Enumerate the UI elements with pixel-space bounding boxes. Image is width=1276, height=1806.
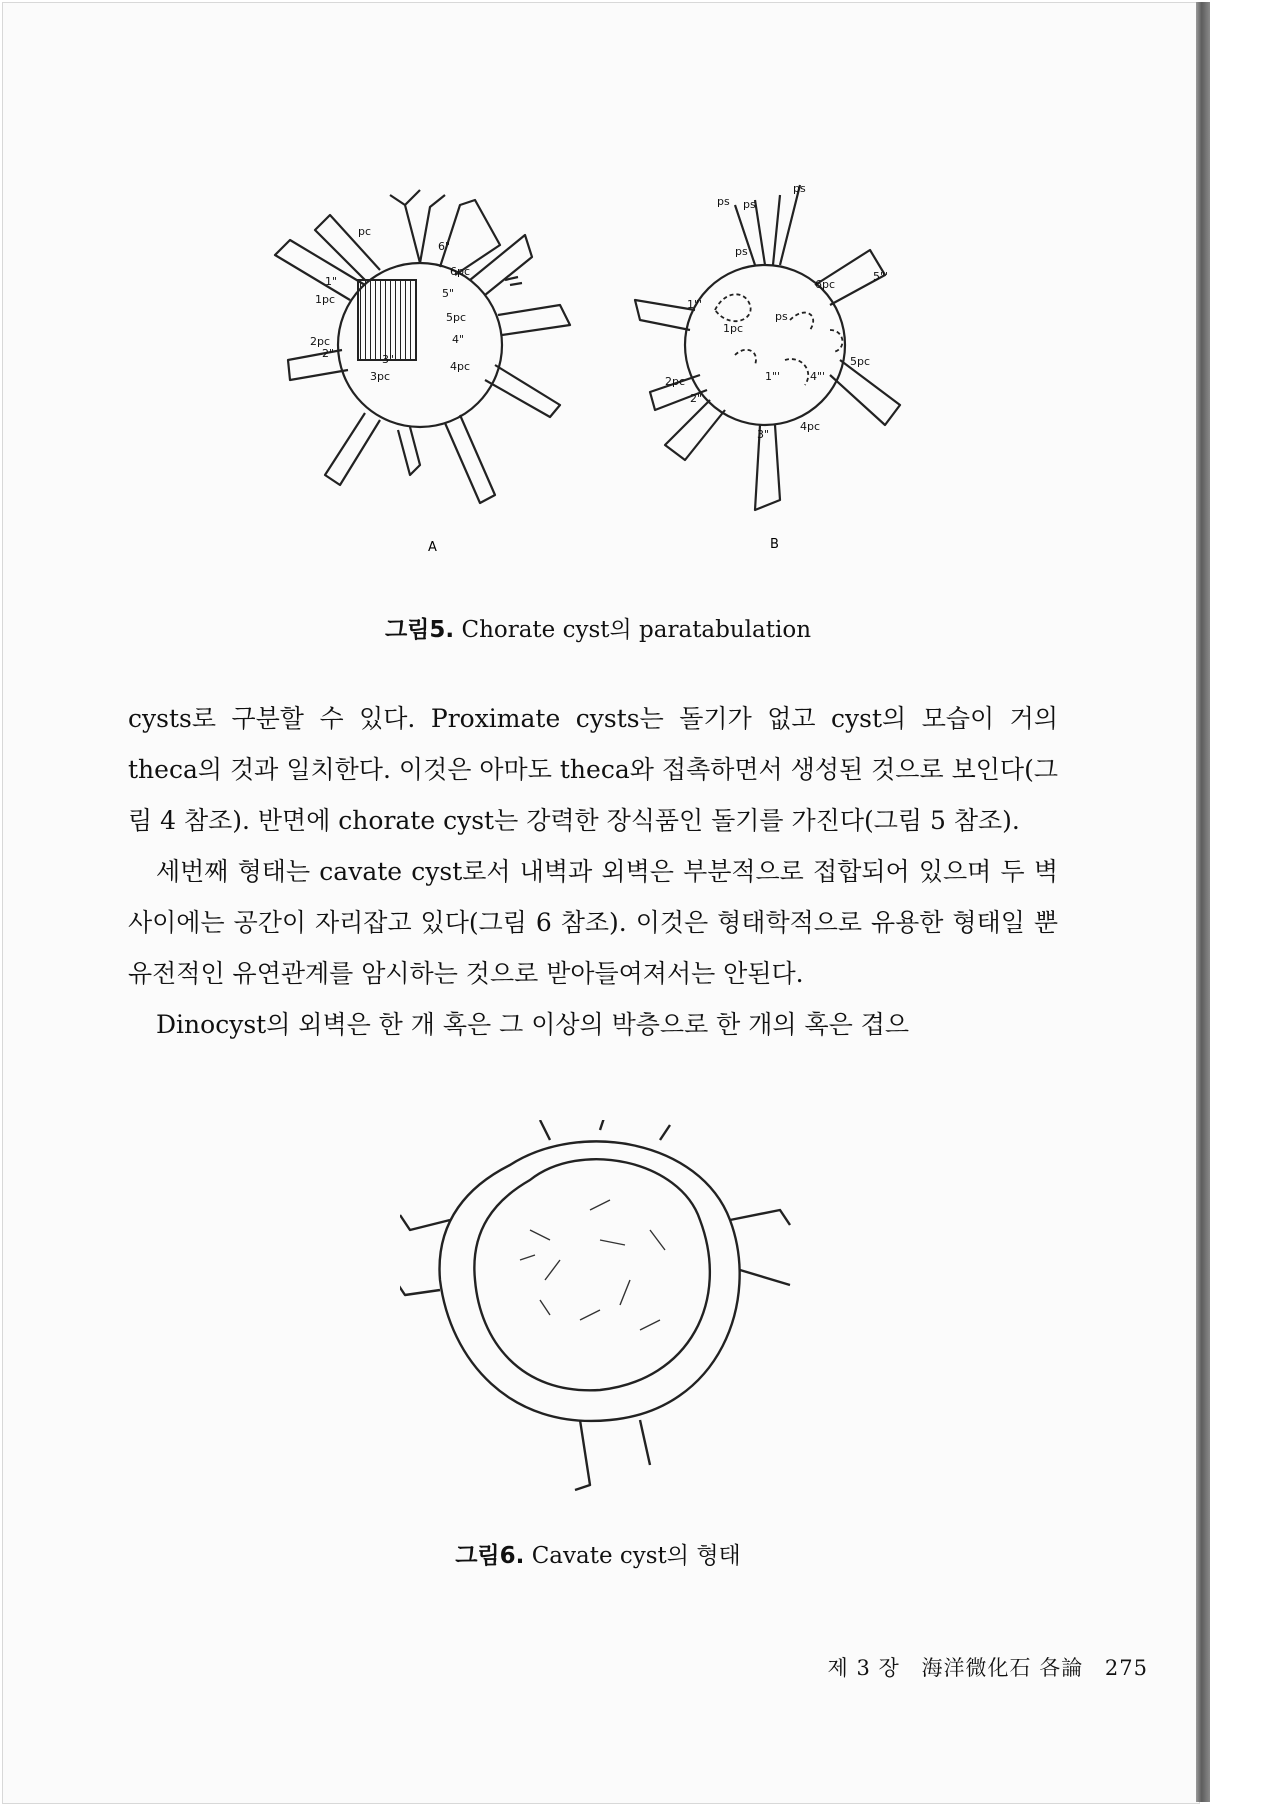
- plate-label: 1pc: [723, 322, 744, 335]
- plate-label: 6pc: [815, 278, 836, 291]
- paragraph: 세번째 형태는 cavate cyst로서 내벽과 외벽은 부분적으로 접합되어 있으며 두 벽 사이에는 공간이 자리잡고 있다(그림 6 참조). 이것은 형태학적으로 유용한 형태일 뿐 유전적인 유연관계를 암시하는 것으로 받아들여져서는 안된다.: [128, 857, 1058, 988]
- scan-margin: [1210, 0, 1276, 1806]
- paragraph: cysts로 구분할 수 있다. Proximate cysts는 돌기가 없고 cyst의 모습이 거의 theca의 것과 일치한다. 이것은 아마도 theca와 접촉하면서 생성된 것으로 보인다(그림 4 참조). 반면에 chorate cyst는 강력한 장식품인 돌기를 가진다(그림 5 참조).: [128, 704, 1058, 835]
- plate-label: 4": [452, 333, 465, 346]
- chorate-cyst-drawing-a: [270, 185, 590, 535]
- section-title: 海洋微化石 各論: [921, 1656, 1084, 1680]
- figure6-caption-number: 그림6.: [455, 1543, 525, 1569]
- plate-label: 1pc: [315, 293, 336, 306]
- chapter-label: 제 3 장: [827, 1656, 900, 1680]
- plate-label: 6pc: [450, 265, 471, 278]
- plate-label: 1"': [687, 298, 703, 311]
- figure6-caption: [0, 1537, 1196, 1570]
- panel-a-label: A: [428, 540, 437, 555]
- plate-label: 5": [442, 287, 455, 300]
- plate-label: 2": [690, 392, 703, 405]
- plate-label: 5pc: [850, 355, 871, 368]
- plate-label: ps: [717, 195, 730, 208]
- plate-label: 4pc: [800, 420, 821, 433]
- plate-label: 2pc: [665, 375, 686, 388]
- plate-label: 5"': [873, 270, 889, 283]
- plate-label: 3": [382, 353, 395, 366]
- figure5-caption-text: Chorate cyst의 paratabulation: [454, 617, 812, 643]
- plate-label: ps: [743, 198, 756, 211]
- figure5-panel-b: [615, 180, 915, 530]
- plate-label: 3pc: [370, 370, 391, 383]
- figure5-caption-number: 그림5.: [384, 617, 455, 643]
- plate-label: ps: [793, 182, 806, 195]
- cavate-cyst-drawing: [400, 1120, 800, 1500]
- chorate-cyst-drawing-b: [615, 180, 915, 530]
- page-edge-shadow: [1196, 2, 1210, 1802]
- plate-label: pc: [358, 225, 372, 238]
- plate-label: 3": [757, 428, 770, 441]
- plate-label: 4pc: [450, 360, 471, 373]
- paragraph: Dinocyst의 외벽은 한 개 혹은 그 이상의 박층으로 한 개의 혹은 겹으: [156, 1010, 910, 1039]
- figure5-caption: [0, 611, 1196, 644]
- figure6-caption-text: Cavate cyst의 형태: [524, 1543, 741, 1569]
- plate-label: ps: [735, 245, 748, 258]
- plate-label: 2": [322, 347, 335, 360]
- body-text: [128, 693, 1058, 1050]
- plate-label: ps: [775, 310, 788, 323]
- figure5-panel-a: [270, 185, 590, 535]
- panel-b-label: B: [770, 537, 779, 552]
- plate-label: 1": [325, 275, 338, 288]
- figure6-drawing: [400, 1120, 800, 1500]
- running-footer: [814, 1652, 1148, 1682]
- plate-label: 5pc: [446, 311, 467, 324]
- page-number: 275: [1104, 1656, 1148, 1680]
- plate-label: 4"': [810, 370, 826, 383]
- plate-label: 1"': [765, 370, 781, 383]
- plate-label: 2pc: [310, 335, 331, 348]
- plate-label: 6": [438, 240, 451, 253]
